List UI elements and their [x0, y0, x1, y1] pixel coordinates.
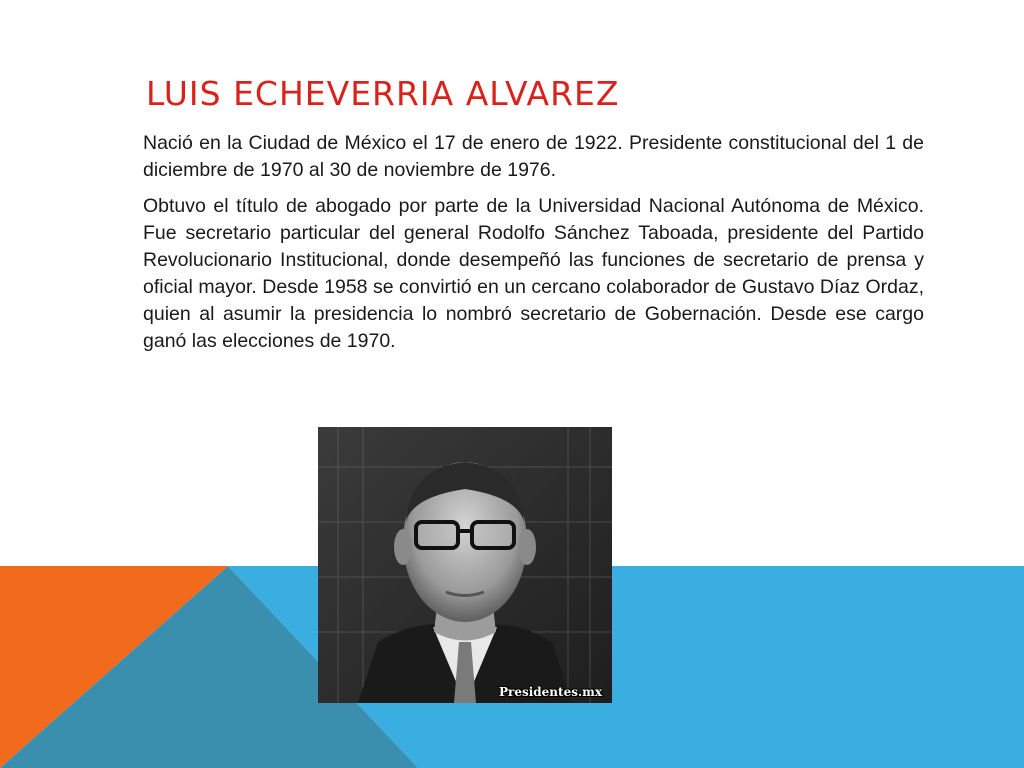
body-text [143, 130, 924, 364]
portrait-photo [318, 427, 612, 703]
slide-title: LUIS ECHEVERRIA ALVAREZ [146, 74, 620, 113]
paragraph-birth: Nació en la Ciudad de México el 17 de enero de 1922. Presidente constitucional del 1 de diciembre de 1970 al 30 de noviembre de 1976. [143, 132, 924, 181]
portrait-illustration [318, 427, 612, 703]
watermark-text: Presidentes.mx [498, 685, 602, 699]
paragraph-career: Obtuvo el título de abogado por parte de la Universidad Nacional Autónoma de México. Fue secretario particular del general Rodolfo Sánchez Taboada, presidente del Partido Revolucionario Institucional, donde desempeñó las funciones de secretario de prensa y oficial mayor. Desde 1958 se convirtió en un cercano colaborador de Gustavo Díaz Ordaz, quien al asumir la presidencia lo nombró secretario de Gobernación. Desde ese cargo ganó las elecciones de 1970. [143, 195, 924, 352]
